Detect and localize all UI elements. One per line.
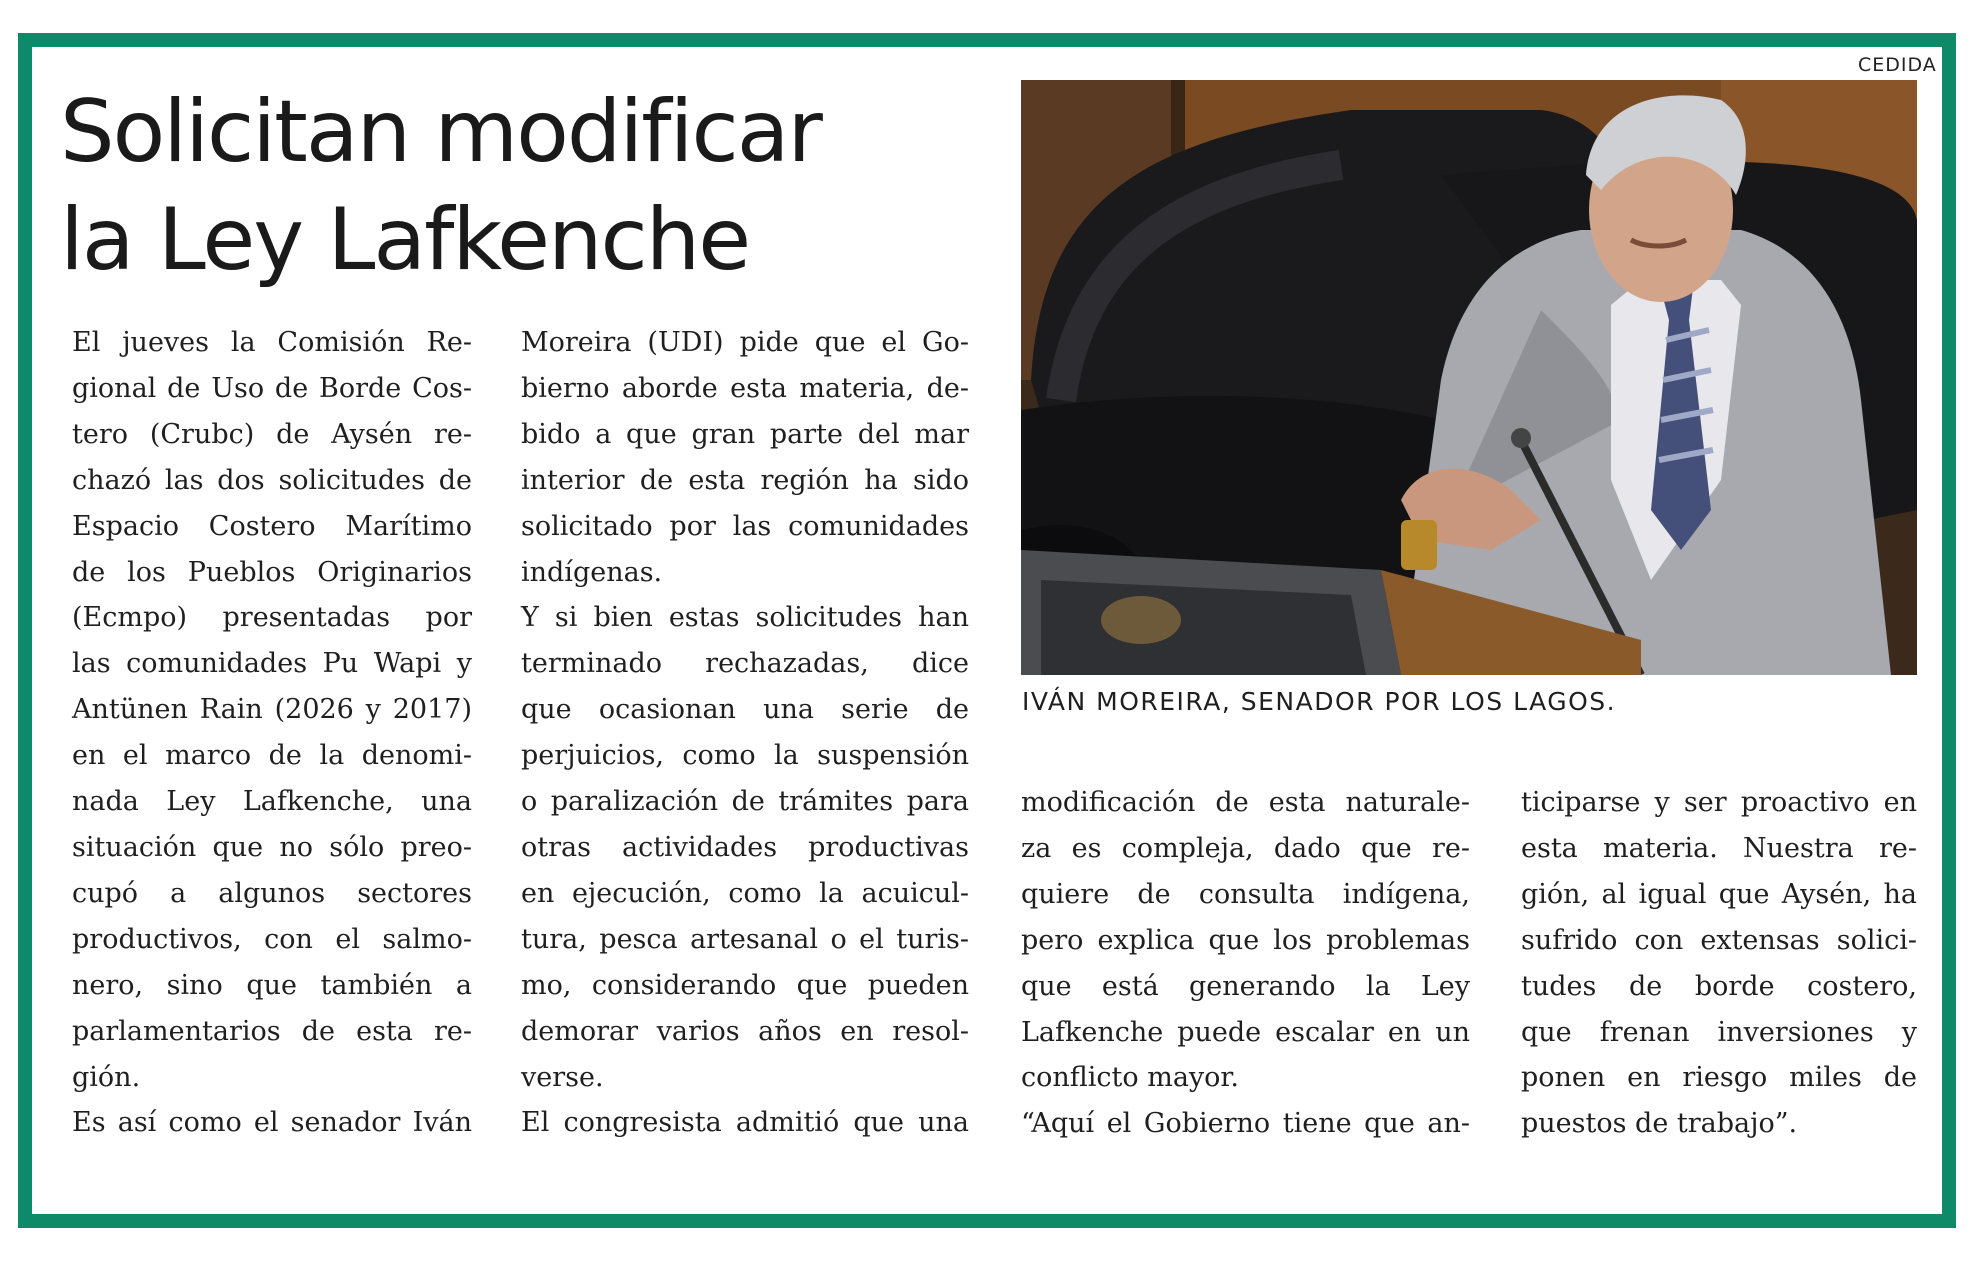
body-line: sufrido con extensas solici-	[1521, 924, 1917, 956]
body-line: nada Ley Lafkenche, una	[72, 786, 472, 818]
body-line: puestos de trabajo”.	[1521, 1108, 1798, 1140]
body-line: situación que no sólo preo-	[72, 831, 472, 863]
body-line: Moreira (UDI) pide que el Go-	[521, 327, 969, 358]
body-line: o paralización de trámites para	[521, 786, 969, 818]
body-line: otras actividades productivas	[521, 831, 969, 863]
body-line: Antünen Rain (2026 y 2017)	[72, 694, 472, 726]
body-line: ponen en riesgo miles de	[1521, 1062, 1917, 1094]
body-line: interior de esta región ha sido	[521, 464, 969, 496]
body-column-3	[1021, 780, 1470, 1147]
body-line: nero, sino que también a	[72, 969, 472, 1001]
body-line: Es así como el senador Iván	[72, 1107, 472, 1139]
body-line: solicitado por las comunidades	[521, 510, 969, 542]
photo-credit: CEDIDA	[1858, 54, 1937, 76]
body-line: tura, pesca artesanal o el turis-	[521, 923, 969, 955]
body-line: pero explica que los problemas	[1021, 924, 1470, 956]
body-line: productivos, con el salmo-	[72, 923, 472, 955]
body-line: El jueves la Comisión Re-	[72, 327, 472, 358]
body-line: que ocasionan una serie de	[521, 694, 969, 726]
body-line: terminado rechazadas, dice	[521, 648, 969, 680]
body-line: tudes de borde costero,	[1521, 970, 1917, 1002]
senator-photo	[1021, 80, 1917, 675]
headline	[60, 78, 960, 294]
body-line: de los Pueblos Originarios	[72, 556, 472, 588]
body-line: esta materia. Nuestra re-	[1521, 832, 1917, 864]
body-line: que está generando la Ley	[1021, 970, 1470, 1002]
body-column-1	[72, 320, 472, 1146]
body-line: “Aquí el Gobierno tiene que an-	[1021, 1108, 1470, 1140]
body-line: perjuicios, como la suspensión	[521, 740, 969, 772]
body-line: gión.	[72, 1061, 141, 1093]
body-line: El congresista admitió que una	[521, 1107, 969, 1139]
body-line: ticiparse y ser proactivo en	[1521, 787, 1917, 818]
body-line: parlamentarios de esta re-	[72, 1015, 472, 1047]
body-column-4	[1521, 780, 1917, 1147]
photo-caption: IVÁN MOREIRA, SENADOR POR LOS LAGOS.	[1022, 687, 1617, 716]
body-line: en el marco de la denomi-	[72, 740, 472, 772]
headline-line-2: la Ley Lafkenche	[60, 190, 750, 290]
body-line: Espacio Costero Marítimo	[72, 510, 472, 542]
body-line: gional de Uso de Borde Cos-	[72, 372, 472, 404]
body-line: Y si bien estas solicitudes han	[521, 602, 969, 634]
body-line: conflicto mayor.	[1021, 1062, 1239, 1094]
body-line: las comunidades Pu Wapi y	[72, 648, 472, 680]
body-column-2	[521, 320, 969, 1146]
headline-line-1: Solicitan modificar	[60, 82, 821, 182]
body-line: (Ecmpo) presentadas por	[72, 602, 472, 634]
body-line: en ejecución, como la acuicul-	[521, 877, 969, 909]
body-line: que frenan inversiones y	[1521, 1016, 1917, 1048]
body-line: quiere de consulta indígena,	[1021, 878, 1470, 910]
body-line: mo, considerando que pueden	[521, 969, 969, 1001]
body-line: modificación de esta naturale-	[1021, 787, 1470, 818]
body-line: gión, al igual que Aysén, ha	[1521, 878, 1917, 910]
body-line: demorar varios años en resol-	[521, 1015, 969, 1047]
body-line: cupó a algunos sectores	[72, 877, 472, 909]
body-line: bierno aborde esta materia, de-	[521, 372, 969, 404]
body-line: bido a que gran parte del mar	[521, 418, 969, 450]
body-line: Lafkenche puede escalar en un	[1021, 1016, 1470, 1048]
body-line: za es compleja, dado que re-	[1021, 832, 1470, 864]
body-line: chazó las dos solicitudes de	[72, 464, 472, 496]
body-line: tero (Crubc) de Aysén re-	[72, 418, 472, 450]
body-line: verse.	[521, 1061, 604, 1093]
body-line: indígenas.	[521, 556, 663, 588]
